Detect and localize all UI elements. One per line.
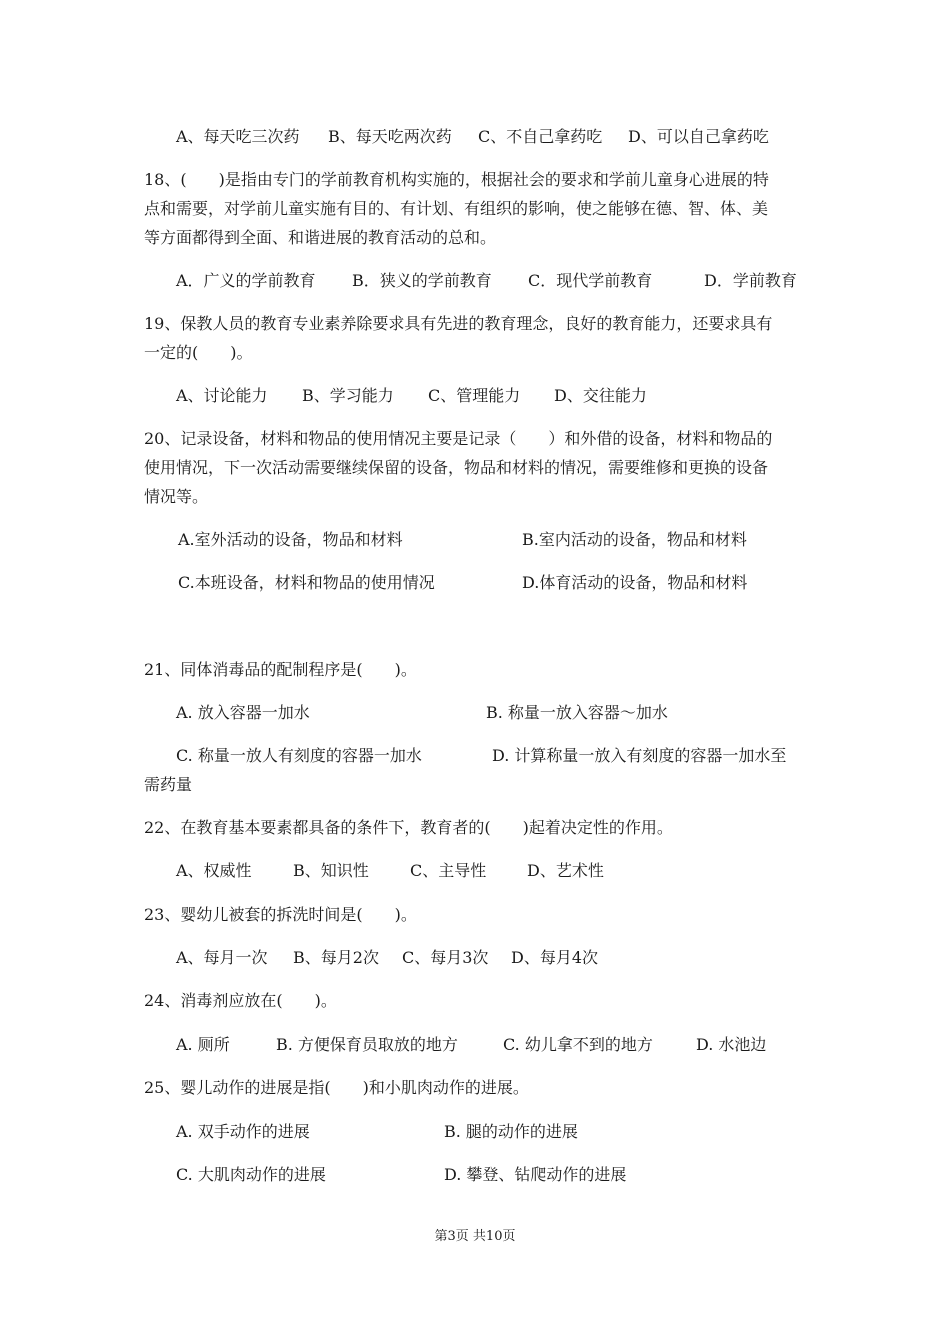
q17-option-b: B、每天吃两次药	[328, 127, 452, 146]
page-number-footer: 第3页 共10页	[434, 1229, 516, 1244]
q20-line-2: 使用情况，下一次活动需要继续保留的设备，物品和材料的情况，需要维修和更换的设备	[144, 458, 769, 477]
q25-option-c: C. 大肌肉动作的进展	[176, 1165, 326, 1184]
q19-option-c: C、管理能力	[428, 386, 521, 405]
q18-option-c: C．现代学前教育	[528, 271, 653, 290]
q24-option-b: B. 方便保育员取放的地方	[276, 1035, 458, 1054]
q21-option-c: C. 称量一放人有刻度的容器一加水	[176, 746, 422, 765]
q24-option-d: D. 水池边	[696, 1035, 767, 1054]
q23-option-d: D、每月4次	[511, 948, 599, 967]
q18-option-b: B．狭义的学前教育	[352, 271, 492, 290]
q24-option-a: A. 厕所	[176, 1035, 230, 1054]
q25-option-a: A. 双手动作的进展	[176, 1122, 310, 1141]
q20-option-b: B.室内活动的设备，物品和材料	[522, 530, 747, 549]
q19-line-1: 19、保教人员的教育专业素养除要求具有先进的教育理念，良好的教育能力，还要求具有	[144, 314, 773, 333]
q23-option-b: B、每月2次	[293, 948, 379, 967]
q17-option-c: C、不自己拿药吃	[478, 127, 603, 146]
q18-line-2: 点和需要，对学前儿童实施有目的、有计划、有组织的影响，使之能够在德、智、体、美	[144, 199, 769, 218]
q20-option-a: A.室外活动的设备，物品和材料	[178, 530, 403, 549]
q22-line-1: 22、在教育基本要素都具备的条件下，教育者的( )起着决定性的作用。	[144, 818, 673, 837]
q20-line-1: 20、记录设备，材料和物品的使用情况主要是记录（ ）和外借的设备，材料和物品的	[144, 429, 773, 448]
q20-option-d: D.体育活动的设备，物品和材料	[522, 573, 748, 592]
q21-option-d-wrap: 需药量	[144, 775, 193, 794]
q25-line-1: 25、婴儿动作的进展是指( )和小肌肉动作的进展。	[144, 1078, 529, 1097]
q25-option-b: B. 腿的动作的进展	[444, 1122, 578, 1141]
q18-line-1: 18、( )是指由专门的学前教育机构实施的，根据社会的要求和学前儿童身心进展的特	[144, 170, 769, 189]
q19-option-d: D、交往能力	[554, 386, 647, 405]
q20-option-c: C.本班设备，材料和物品的使用情况	[178, 573, 435, 592]
q22-option-c: C、主导性	[410, 861, 487, 880]
q19-option-a: A、讨论能力	[176, 386, 268, 405]
q21-option-d: D. 计算称量一放入有刻度的容器一加水至	[492, 746, 787, 765]
q19-line-2: 一定的( )。	[144, 343, 253, 362]
q21-option-a: A. 放入容器一加水	[176, 703, 310, 722]
q24-line-1: 24、消毒剂应放在( )。	[144, 991, 337, 1010]
q23-option-c: C、每月3次	[402, 948, 489, 967]
q23-line-1: 23、婴幼儿被套的拆洗时间是( )。	[144, 905, 417, 924]
q18-line-3: 等方面都得到全面、和谐进展的教育活动的总和。	[144, 228, 497, 247]
q18-option-a: A．广义的学前教育	[176, 271, 316, 290]
q20-line-3: 情况等。	[144, 487, 209, 506]
q21-line-1: 21、同体消毒品的配制程序是( )。	[144, 660, 417, 679]
q18-option-d: D．学前教育	[704, 271, 797, 290]
q23-option-a: A、每月一次	[176, 948, 268, 967]
q24-option-c: C. 幼儿拿不到的地方	[503, 1035, 653, 1054]
q22-option-d: D、艺术性	[527, 861, 604, 880]
q21-option-b: B. 称量一放入容器～加水	[486, 703, 668, 722]
q19-option-b: B、学习能力	[302, 386, 394, 405]
q22-option-a: A、权威性	[176, 861, 252, 880]
q17-option-a: A、每天吃三次药	[176, 127, 300, 146]
q22-option-b: B、知识性	[293, 861, 369, 880]
q25-option-d: D. 攀登、钻爬动作的进展	[444, 1165, 627, 1184]
q17-option-d: D、可以自己拿药吃	[628, 127, 769, 146]
